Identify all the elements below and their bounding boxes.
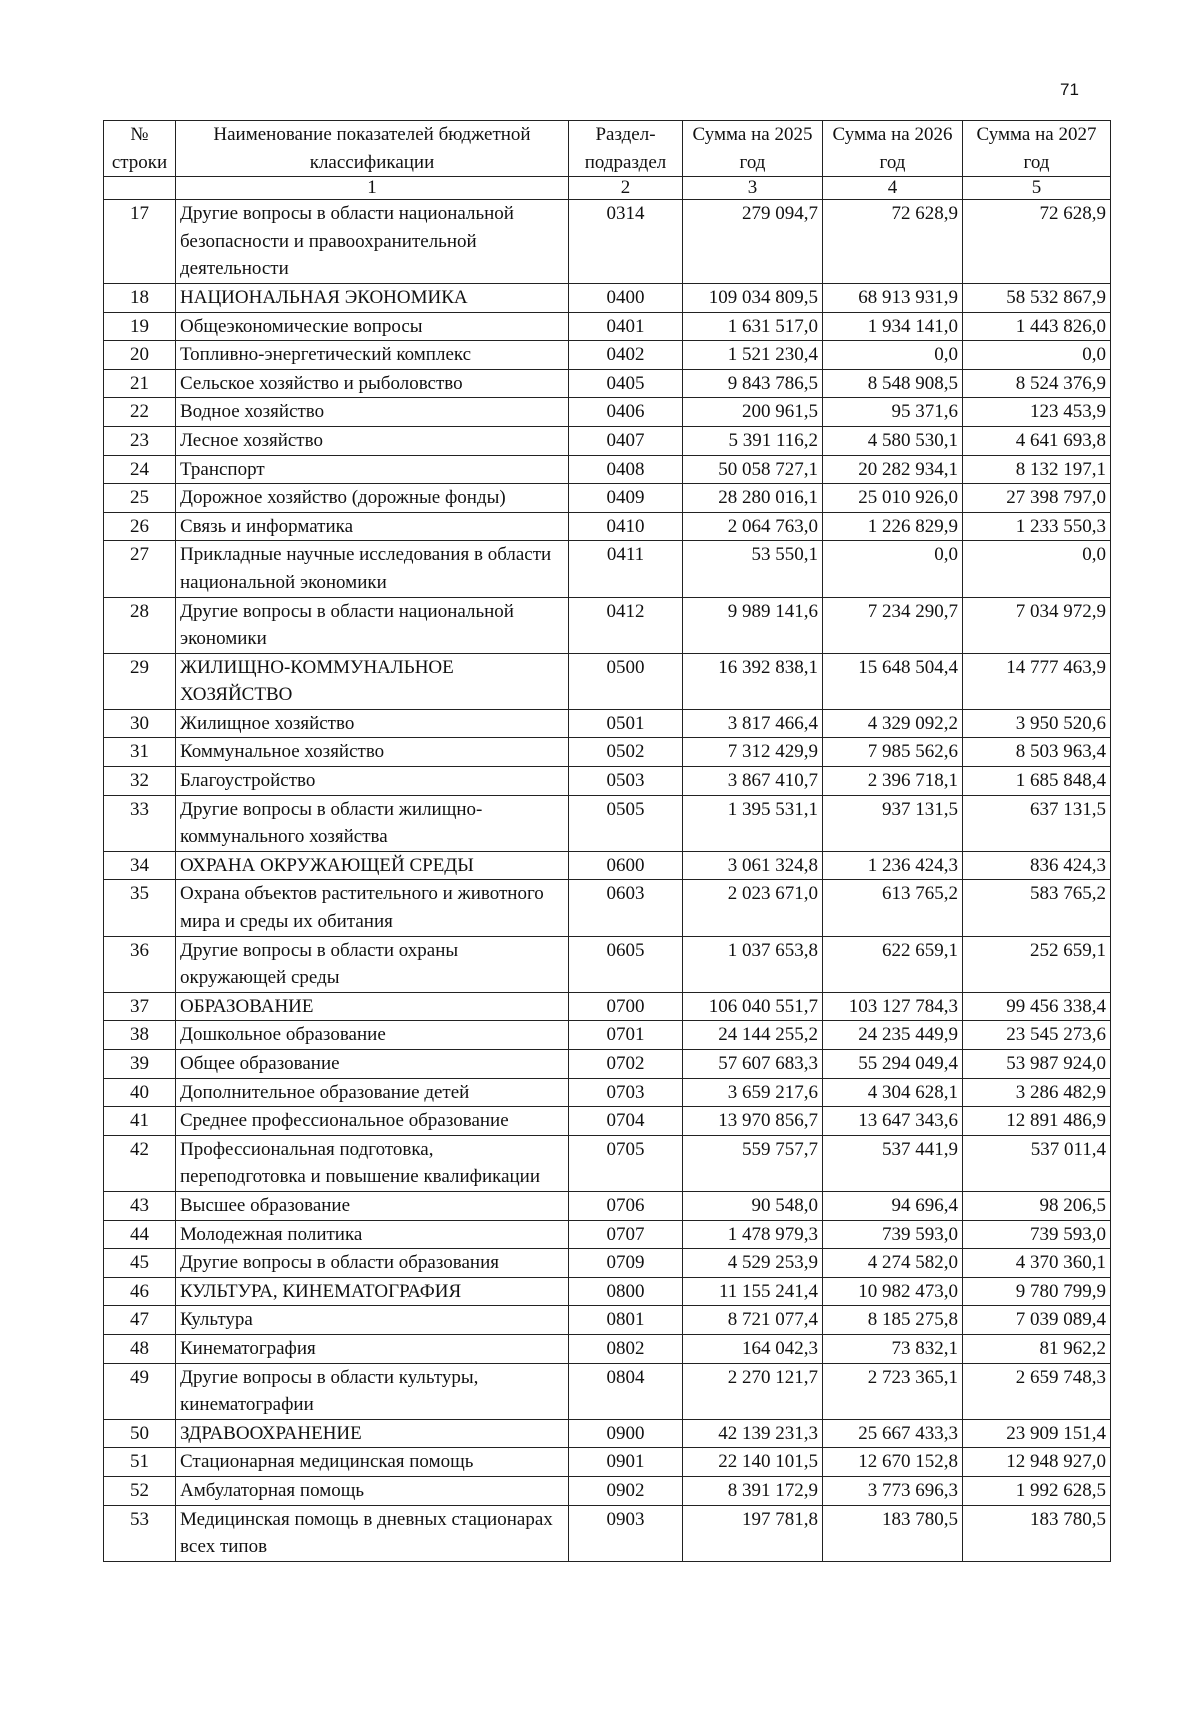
sum-2026: 183 780,5 — [823, 1505, 963, 1561]
sum-2026: 4 580 530,1 — [823, 426, 963, 455]
sum-2026: 4 274 582,0 — [823, 1249, 963, 1278]
sum-2027: 72 628,9 — [963, 200, 1111, 284]
indicator-name: Медицинская помощь в дневных стационарах всех типов — [176, 1505, 569, 1561]
sum-2027: 4 370 360,1 — [963, 1249, 1111, 1278]
table-row — [104, 341, 1111, 370]
section-code: 0902 — [569, 1476, 683, 1505]
section-code: 0400 — [569, 283, 683, 312]
column-number: 3 — [683, 177, 823, 200]
sum-2027: 739 593,0 — [963, 1220, 1111, 1249]
indicator-name: ЗДРАВООХРАНЕНИЕ — [176, 1419, 569, 1448]
row-number: 33 — [104, 795, 176, 851]
sum-2027: 99 456 338,4 — [963, 992, 1111, 1021]
table-row — [104, 851, 1111, 880]
table-row — [104, 1107, 1111, 1136]
indicator-name: Высшее образование — [176, 1191, 569, 1220]
section-code: 0501 — [569, 709, 683, 738]
row-number: 49 — [104, 1363, 176, 1419]
section-code: 0800 — [569, 1277, 683, 1306]
sum-2026: 0,0 — [823, 341, 963, 370]
section-code: 0706 — [569, 1191, 683, 1220]
sum-2026: 25 010 926,0 — [823, 484, 963, 513]
sum-2027: 27 398 797,0 — [963, 484, 1111, 513]
section-code: 0505 — [569, 795, 683, 851]
sum-2025: 50 058 727,1 — [683, 455, 823, 484]
sum-2026: 13 647 343,6 — [823, 1107, 963, 1136]
sum-2027: 123 453,9 — [963, 398, 1111, 427]
sum-2025: 9 989 141,6 — [683, 597, 823, 653]
sum-2026: 103 127 784,3 — [823, 992, 963, 1021]
indicator-name: Транспорт — [176, 455, 569, 484]
sum-2026: 537 441,9 — [823, 1135, 963, 1191]
section-code: 0603 — [569, 880, 683, 936]
sum-2027: 183 780,5 — [963, 1505, 1111, 1561]
table-row — [104, 1334, 1111, 1363]
row-number: 45 — [104, 1249, 176, 1278]
sum-2025: 4 529 253,9 — [683, 1249, 823, 1278]
sum-2025: 16 392 838,1 — [683, 653, 823, 709]
indicator-name: Дорожное хозяйство (дорожные фонды) — [176, 484, 569, 513]
indicator-name: Кинематография — [176, 1334, 569, 1363]
row-number: 46 — [104, 1277, 176, 1306]
table-row — [104, 1191, 1111, 1220]
row-number: 39 — [104, 1050, 176, 1079]
sum-2026: 2 723 365,1 — [823, 1363, 963, 1419]
table-row — [104, 200, 1111, 284]
row-number: 53 — [104, 1505, 176, 1561]
sum-2026: 3 773 696,3 — [823, 1476, 963, 1505]
row-number: 43 — [104, 1191, 176, 1220]
table-row — [104, 1419, 1111, 1448]
table-row — [104, 767, 1111, 796]
indicator-name: ЖИЛИЩНО-КОММУНАЛЬНОЕ ХОЗЯЙСТВО — [176, 653, 569, 709]
row-number: 19 — [104, 312, 176, 341]
row-number: 34 — [104, 851, 176, 880]
row-number: 37 — [104, 992, 176, 1021]
table-row — [104, 1135, 1111, 1191]
sum-2026: 622 659,1 — [823, 936, 963, 992]
sum-2027: 14 777 463,9 — [963, 653, 1111, 709]
sum-2025: 3 817 466,4 — [683, 709, 823, 738]
row-number: 30 — [104, 709, 176, 738]
section-code: 0402 — [569, 341, 683, 370]
sum-2026: 8 548 908,5 — [823, 369, 963, 398]
sum-2027: 58 532 867,9 — [963, 283, 1111, 312]
indicator-name: Стационарная медицинская помощь — [176, 1448, 569, 1477]
sum-2027: 0,0 — [963, 341, 1111, 370]
section-code: 0804 — [569, 1363, 683, 1419]
sum-2025: 22 140 101,5 — [683, 1448, 823, 1477]
table-row — [104, 653, 1111, 709]
sum-2026: 15 648 504,4 — [823, 653, 963, 709]
section-code: 0411 — [569, 541, 683, 597]
sum-2025: 2 270 121,7 — [683, 1363, 823, 1419]
indicator-name: Молодежная политика — [176, 1220, 569, 1249]
row-number: 17 — [104, 200, 176, 284]
section-code: 0502 — [569, 738, 683, 767]
column-number: 1 — [176, 177, 569, 200]
sum-2027: 252 659,1 — [963, 936, 1111, 992]
sum-2026: 7 985 562,6 — [823, 738, 963, 767]
indicator-name: Водное хозяйство — [176, 398, 569, 427]
table-row — [104, 1363, 1111, 1419]
section-code: 0701 — [569, 1021, 683, 1050]
row-number: 25 — [104, 484, 176, 513]
indicator-name: Другие вопросы в области охраны окружающей среды — [176, 936, 569, 992]
sum-2026: 937 131,5 — [823, 795, 963, 851]
indicator-name: Другие вопросы в области национальной экономики — [176, 597, 569, 653]
indicator-name: Охрана объектов растительного и животного мира и среды их обитания — [176, 880, 569, 936]
table-row — [104, 880, 1111, 936]
indicator-name: Связь и информатика — [176, 512, 569, 541]
table-row — [104, 426, 1111, 455]
indicator-name: Другие вопросы в области культуры, кинематографии — [176, 1363, 569, 1419]
row-number: 29 — [104, 653, 176, 709]
page-number: 71 — [1060, 80, 1079, 99]
sum-2025: 9 843 786,5 — [683, 369, 823, 398]
table-row — [104, 1277, 1111, 1306]
section-code: 0405 — [569, 369, 683, 398]
sum-2027: 0,0 — [963, 541, 1111, 597]
sum-2027: 637 131,5 — [963, 795, 1111, 851]
indicator-name: Топливно-энергетический комплекс — [176, 341, 569, 370]
sum-2026: 1 236 424,3 — [823, 851, 963, 880]
row-number: 24 — [104, 455, 176, 484]
sum-2026: 1 934 141,0 — [823, 312, 963, 341]
header-sum-2027: Сумма на 2027 год — [963, 121, 1111, 177]
sum-2027: 3 950 520,6 — [963, 709, 1111, 738]
table-row — [104, 795, 1111, 851]
indicator-name: Прикладные научные исследования в области национальной экономики — [176, 541, 569, 597]
indicator-name: Жилищное хозяйство — [176, 709, 569, 738]
table-row — [104, 1050, 1111, 1079]
sum-2026: 25 667 433,3 — [823, 1419, 963, 1448]
table-row — [104, 1476, 1111, 1505]
section-code: 0700 — [569, 992, 683, 1021]
column-number: 4 — [823, 177, 963, 200]
indicator-name: Амбулаторная помощь — [176, 1476, 569, 1505]
column-number-row — [104, 177, 1111, 200]
section-code: 0903 — [569, 1505, 683, 1561]
sum-2025: 90 548,0 — [683, 1191, 823, 1220]
indicator-name: Благоустройство — [176, 767, 569, 796]
table-row — [104, 484, 1111, 513]
sum-2025: 1 037 653,8 — [683, 936, 823, 992]
sum-2025: 2 064 763,0 — [683, 512, 823, 541]
budget-table — [103, 120, 1111, 1562]
section-code: 0702 — [569, 1050, 683, 1079]
row-number: 35 — [104, 880, 176, 936]
table-row — [104, 992, 1111, 1021]
row-number: 21 — [104, 369, 176, 398]
column-number: 2 — [569, 177, 683, 200]
section-code: 0707 — [569, 1220, 683, 1249]
header-indicator-name: Наименование показателей бюджетной классификации — [176, 121, 569, 177]
section-code: 0407 — [569, 426, 683, 455]
row-number: 51 — [104, 1448, 176, 1477]
sum-2027: 98 206,5 — [963, 1191, 1111, 1220]
indicator-name: Лесное хозяйство — [176, 426, 569, 455]
row-number: 28 — [104, 597, 176, 653]
sum-2026: 24 235 449,9 — [823, 1021, 963, 1050]
sum-2026: 10 982 473,0 — [823, 1277, 963, 1306]
sum-2025: 5 391 116,2 — [683, 426, 823, 455]
section-code: 0704 — [569, 1107, 683, 1136]
row-number: 36 — [104, 936, 176, 992]
sum-2025: 42 139 231,3 — [683, 1419, 823, 1448]
sum-2026: 2 396 718,1 — [823, 767, 963, 796]
indicator-name: НАЦИОНАЛЬНАЯ ЭКОНОМИКА — [176, 283, 569, 312]
section-code: 0410 — [569, 512, 683, 541]
sum-2026: 12 670 152,8 — [823, 1448, 963, 1477]
row-number: 40 — [104, 1078, 176, 1107]
sum-2026: 739 593,0 — [823, 1220, 963, 1249]
column-number: 5 — [963, 177, 1111, 200]
header-section-code: Раздел-подраздел — [569, 121, 683, 177]
sum-2025: 1 631 517,0 — [683, 312, 823, 341]
sum-2025: 7 312 429,9 — [683, 738, 823, 767]
sum-2025: 53 550,1 — [683, 541, 823, 597]
indicator-name: Общее образование — [176, 1050, 569, 1079]
indicator-name: ОБРАЗОВАНИЕ — [176, 992, 569, 1021]
row-number: 42 — [104, 1135, 176, 1191]
section-code: 0900 — [569, 1419, 683, 1448]
section-code: 0801 — [569, 1306, 683, 1335]
indicator-name: Дошкольное образование — [176, 1021, 569, 1050]
table-row — [104, 1220, 1111, 1249]
sum-2026: 4 329 092,2 — [823, 709, 963, 738]
section-code: 0408 — [569, 455, 683, 484]
sum-2027: 836 424,3 — [963, 851, 1111, 880]
table-row — [104, 512, 1111, 541]
sum-2027: 23 545 273,6 — [963, 1021, 1111, 1050]
sum-2025: 1 521 230,4 — [683, 341, 823, 370]
header-row-number: № строки — [104, 121, 176, 177]
sum-2026: 95 371,6 — [823, 398, 963, 427]
section-code: 0703 — [569, 1078, 683, 1107]
column-number — [104, 177, 176, 200]
sum-2025: 13 970 856,7 — [683, 1107, 823, 1136]
row-number: 31 — [104, 738, 176, 767]
row-number: 22 — [104, 398, 176, 427]
sum-2027: 7 039 089,4 — [963, 1306, 1111, 1335]
sum-2027: 1 685 848,4 — [963, 767, 1111, 796]
sum-2025: 3 061 324,8 — [683, 851, 823, 880]
indicator-name: Культура — [176, 1306, 569, 1335]
row-number: 26 — [104, 512, 176, 541]
sum-2027: 53 987 924,0 — [963, 1050, 1111, 1079]
indicator-name: Другие вопросы в области жилищно-коммунального хозяйства — [176, 795, 569, 851]
table-row — [104, 1078, 1111, 1107]
section-code: 0503 — [569, 767, 683, 796]
sum-2027: 12 891 486,9 — [963, 1107, 1111, 1136]
sum-2025: 197 781,8 — [683, 1505, 823, 1561]
row-number: 44 — [104, 1220, 176, 1249]
sum-2026: 1 226 829,9 — [823, 512, 963, 541]
sum-2025: 28 280 016,1 — [683, 484, 823, 513]
sum-2026: 20 282 934,1 — [823, 455, 963, 484]
table-body — [104, 200, 1111, 1562]
sum-2025: 279 094,7 — [683, 200, 823, 284]
section-code: 0901 — [569, 1448, 683, 1477]
sum-2027: 23 909 151,4 — [963, 1419, 1111, 1448]
sum-2025: 8 721 077,4 — [683, 1306, 823, 1335]
table-row — [104, 1306, 1111, 1335]
row-number: 48 — [104, 1334, 176, 1363]
sum-2025: 57 607 683,3 — [683, 1050, 823, 1079]
indicator-name: Профессиональная подготовка, переподготовка и повышение квалификации — [176, 1135, 569, 1191]
indicator-name: Общеэкономические вопросы — [176, 312, 569, 341]
sum-2025: 109 034 809,5 — [683, 283, 823, 312]
row-number: 27 — [104, 541, 176, 597]
sum-2025: 106 040 551,7 — [683, 992, 823, 1021]
section-code: 0605 — [569, 936, 683, 992]
sum-2026: 55 294 049,4 — [823, 1050, 963, 1079]
row-number: 23 — [104, 426, 176, 455]
indicator-name: Среднее профессиональное образование — [176, 1107, 569, 1136]
sum-2027: 1 992 628,5 — [963, 1476, 1111, 1505]
section-code: 0600 — [569, 851, 683, 880]
header-sum-2025: Сумма на 2025 год — [683, 121, 823, 177]
sum-2026: 613 765,2 — [823, 880, 963, 936]
section-code: 0412 — [569, 597, 683, 653]
table-row — [104, 1505, 1111, 1561]
row-number: 38 — [104, 1021, 176, 1050]
sum-2027: 81 962,2 — [963, 1334, 1111, 1363]
indicator-name: Другие вопросы в области национальной безопасности и правоохранительной деятельности — [176, 200, 569, 284]
header-sum-2026: Сумма на 2026 год — [823, 121, 963, 177]
table-row — [104, 455, 1111, 484]
sum-2027: 583 765,2 — [963, 880, 1111, 936]
sum-2027: 2 659 748,3 — [963, 1363, 1111, 1419]
indicator-name: Коммунальное хозяйство — [176, 738, 569, 767]
sum-2026: 0,0 — [823, 541, 963, 597]
sum-2025: 559 757,7 — [683, 1135, 823, 1191]
table-row — [104, 709, 1111, 738]
section-code: 0314 — [569, 200, 683, 284]
sum-2026: 72 628,9 — [823, 200, 963, 284]
section-code: 0705 — [569, 1135, 683, 1191]
indicator-name: Дополнительное образование детей — [176, 1078, 569, 1107]
row-number: 50 — [104, 1419, 176, 1448]
sum-2026: 8 185 275,8 — [823, 1306, 963, 1335]
sum-2026: 94 696,4 — [823, 1191, 963, 1220]
sum-2025: 200 961,5 — [683, 398, 823, 427]
sum-2027: 8 503 963,4 — [963, 738, 1111, 767]
indicator-name: Сельское хозяйство и рыболовство — [176, 369, 569, 398]
sum-2027: 7 034 972,9 — [963, 597, 1111, 653]
row-number: 47 — [104, 1306, 176, 1335]
section-code: 0401 — [569, 312, 683, 341]
table-row — [104, 283, 1111, 312]
section-code: 0500 — [569, 653, 683, 709]
sum-2027: 12 948 927,0 — [963, 1448, 1111, 1477]
section-code: 0409 — [569, 484, 683, 513]
sum-2025: 3 867 410,7 — [683, 767, 823, 796]
sum-2025: 1 478 979,3 — [683, 1220, 823, 1249]
sum-2027: 1 443 826,0 — [963, 312, 1111, 341]
sum-2026: 68 913 931,9 — [823, 283, 963, 312]
sum-2025: 11 155 241,4 — [683, 1277, 823, 1306]
sum-2027: 9 780 799,9 — [963, 1277, 1111, 1306]
sum-2025: 8 391 172,9 — [683, 1476, 823, 1505]
sum-2027: 3 286 482,9 — [963, 1078, 1111, 1107]
section-code: 0802 — [569, 1334, 683, 1363]
row-number: 32 — [104, 767, 176, 796]
row-number: 20 — [104, 341, 176, 370]
table-row — [104, 936, 1111, 992]
sum-2026: 73 832,1 — [823, 1334, 963, 1363]
sum-2027: 1 233 550,3 — [963, 512, 1111, 541]
indicator-name: КУЛЬТУРА, КИНЕМАТОГРАФИЯ — [176, 1277, 569, 1306]
sum-2027: 8 132 197,1 — [963, 455, 1111, 484]
table-row — [104, 597, 1111, 653]
row-number: 18 — [104, 283, 176, 312]
sum-2025: 1 395 531,1 — [683, 795, 823, 851]
sum-2026: 4 304 628,1 — [823, 1078, 963, 1107]
indicator-name: ОХРАНА ОКРУЖАЮЩЕЙ СРЕДЫ — [176, 851, 569, 880]
table-row — [104, 1021, 1111, 1050]
indicator-name: Другие вопросы в области образования — [176, 1249, 569, 1278]
sum-2027: 4 641 693,8 — [963, 426, 1111, 455]
sum-2027: 8 524 376,9 — [963, 369, 1111, 398]
table-row — [104, 1448, 1111, 1477]
sum-2025: 164 042,3 — [683, 1334, 823, 1363]
sum-2027: 537 011,4 — [963, 1135, 1111, 1191]
table-row — [104, 398, 1111, 427]
row-number: 41 — [104, 1107, 176, 1136]
section-code: 0709 — [569, 1249, 683, 1278]
table-row — [104, 312, 1111, 341]
table-row — [104, 369, 1111, 398]
row-number: 52 — [104, 1476, 176, 1505]
sum-2025: 24 144 255,2 — [683, 1021, 823, 1050]
table-header-row — [104, 121, 1111, 177]
table-row — [104, 1249, 1111, 1278]
table-row — [104, 738, 1111, 767]
table-row — [104, 541, 1111, 597]
section-code: 0406 — [569, 398, 683, 427]
sum-2025: 3 659 217,6 — [683, 1078, 823, 1107]
sum-2026: 7 234 290,7 — [823, 597, 963, 653]
sum-2025: 2 023 671,0 — [683, 880, 823, 936]
